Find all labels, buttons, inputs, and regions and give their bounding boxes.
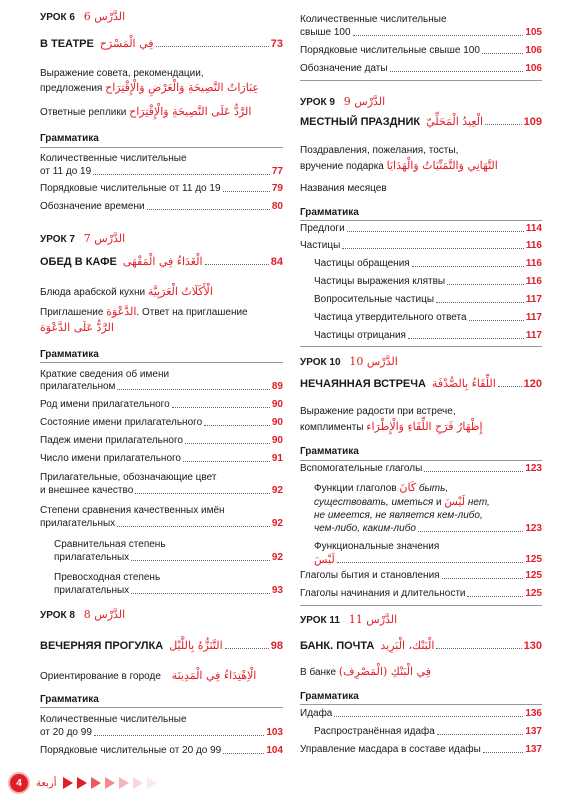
lesson-7-topic-invitation: Приглашение الدَّعْوَة. Ответ на приглашение [40, 305, 248, 318]
grammar-heading: Грамматика [40, 349, 99, 360]
lesson-6-topic-advice: предложения عِبَارَاتُ النَّصِيحَةِ وَالْعَرْضِ وَالْإِقْتِرَاح [40, 81, 259, 94]
arrow-icon [105, 777, 115, 789]
section-divider [300, 80, 542, 81]
toc-entry-line: Прилагательные, обозначающие цвет [40, 472, 217, 483]
toc-entry-line: Сравнительная степень [54, 539, 166, 550]
grammar-divider [300, 460, 542, 461]
toc-entry-line: Функциональные значения [314, 541, 440, 552]
arrow-icon [77, 777, 87, 789]
lesson-6-title[interactable]: В ТЕАТРЕ فِي الْمَسْرَح 73 [40, 37, 283, 50]
toc-entry[interactable]: свыше 100 105 [300, 27, 542, 38]
toc-entry[interactable]: прилагательных 92 [54, 552, 283, 563]
arrow-icon [119, 777, 129, 789]
page-number-badge: 4 [8, 772, 30, 794]
lesson-9-topic-gifts: вручение подарка التَّهَانِي وَالتَّمَنِّيَاتُ وَالْهَدَايَا [300, 159, 498, 172]
grammar-heading: Грамматика [300, 207, 359, 218]
lesson-11-topic-bank: В банке فِي الْبَنْكِ (الْمَصْرِف) [300, 665, 431, 678]
lesson-7-title[interactable]: ОБЕД В КАФЕ الْغَدَاءُ فِي الْمَقْهَى 84 [40, 255, 283, 268]
lesson-8-header: УРОК 8 8 الدَّرْس [40, 608, 126, 621]
toc-entry[interactable]: от 11 до 19 77 [40, 166, 283, 177]
toc-entry[interactable]: Порядковые числительные от 11 до 19 79 [40, 183, 283, 194]
section-divider [300, 605, 542, 606]
toc-entry[interactable]: от 20 до 99 103 [40, 727, 283, 738]
lesson-8-title[interactable]: ВЕЧЕРНЯЯ ПРОГУЛКА التَّنَزُّهُ بِاللَّيْل 98 [40, 639, 283, 652]
toc-entry[interactable]: Падеж имени прилагательного 90 [40, 435, 283, 446]
arrow-icon [63, 777, 73, 789]
lesson-7-topic-dishes: Блюда арабской кухни الْأَكَلَاتُ الْعَرَبِيَّة [40, 285, 213, 298]
toc-entry[interactable]: Частицы обращения 116 [314, 258, 542, 269]
grammar-heading: Грамматика [300, 691, 359, 702]
grammar-divider [300, 704, 542, 705]
toc-entry[interactable]: Вспомогательные глаголы 123 [300, 463, 542, 474]
toc-entry[interactable]: Обозначение времени 80 [40, 201, 283, 212]
toc-entry-line: Количественные числительные [40, 714, 187, 725]
toc-entry[interactable]: Предлоги 114 [300, 223, 542, 234]
lesson-6-topic-line: Выражение совета, рекомендации, [40, 68, 204, 79]
toc-entry-line: Функции глаголов كَانَ быть, [314, 481, 449, 494]
grammar-divider [40, 362, 283, 363]
toc-entry[interactable]: Частицы 116 [300, 240, 542, 251]
lesson-6-header: УРОК 6 6 الدَّرْس [40, 10, 126, 23]
grammar-heading: Грамматика [40, 133, 99, 144]
lesson-11-header: УРОК 11 11 الدَّرْس [300, 613, 398, 626]
grammar-heading: Грамматика [300, 446, 359, 457]
toc-entry-line: Количественные числительные [300, 14, 447, 25]
lesson-10-topic-compliments: комплименты إِظْهَارُ فَرَحِ اللِّقَاءِ وَالْإِطْرَاء [300, 420, 483, 433]
toc-entry[interactable]: Глаголы начинания и длительности 125 [300, 588, 542, 599]
toc-entry[interactable]: Распространённая идафа 137 [314, 726, 542, 737]
toc-entry[interactable]: Вопросительные частицы 117 [314, 294, 542, 305]
lesson-7-header: УРОК 7 7 الدَّرْس [40, 232, 126, 245]
arrow-icon [91, 777, 101, 789]
toc-entry[interactable]: и внешнее качество 92 [40, 485, 283, 496]
toc-entry-line: Краткие сведения об имени [40, 369, 170, 380]
toc-entry[interactable]: Частицы отрицания 117 [314, 330, 542, 341]
toc-entry[interactable]: Порядковые числительные свыше 100 106 [300, 45, 542, 56]
toc-entry[interactable]: прилагательных 92 [40, 518, 283, 529]
lesson-9-header: УРОК 9 9 الدَّرْس [300, 95, 386, 108]
toc-entry[interactable]: Обозначение даты 106 [300, 63, 542, 74]
toc-entry[interactable]: Идафа 136 [300, 708, 542, 719]
lesson-11-title[interactable]: БАНК. ПОЧТА الْبَنْك، الْبَرِيد 130 [300, 639, 542, 652]
toc-entry[interactable]: Управление масдара в составе идафы 137 [300, 744, 542, 755]
toc-entry[interactable]: прилагательном 89 [40, 381, 283, 392]
toc-entry[interactable]: Частица утвердительного ответа 117 [314, 312, 542, 323]
lesson-10-topic-line: Выражение радости при встрече, [300, 406, 456, 417]
lesson-9-topic-months: Названия месяцев [300, 183, 387, 194]
toc-entry[interactable]: Состояние имени прилагательного 90 [40, 417, 283, 428]
toc-entry-line: Степени сравнения качественных имён [40, 505, 225, 516]
lesson-10-header: УРОК 10 10 الدَّرْس [300, 355, 398, 368]
lesson-9-topic-line: Поздравления, пожелания, тосты, [300, 145, 459, 156]
grammar-divider [40, 147, 283, 148]
lesson-7-topic-reply: الرَّدُّ عَلَى الدَّعْوَة [40, 321, 114, 334]
grammar-heading: Грамматика [40, 694, 99, 705]
toc-entry[interactable]: Число имени прилагательного 91 [40, 453, 283, 464]
toc-entry-line: не имеется, не является кем-либо, [314, 510, 483, 521]
toc-entry[interactable]: Частицы выражения клятвы 116 [314, 276, 542, 287]
page-number-word: أربعة [36, 777, 57, 789]
toc-entry[interactable]: Порядковые числительные от 20 до 99 104 [40, 745, 283, 756]
arrow-icon [147, 777, 157, 789]
lesson-8-topic-orientation: Ориентирование в городе الْاِهْتِدَاءُ فِي الْمَدِينَة [40, 669, 257, 682]
page-footer [8, 772, 161, 794]
toc-entry-line: Количественные числительные [40, 153, 187, 164]
arrow-icon [133, 777, 143, 789]
lesson-10-title[interactable]: НЕЧАЯННАЯ ВСТРЕЧА اللِّقَاءُ بِالصُّدْفَة 120 [300, 377, 542, 390]
lesson-9-title[interactable]: МЕСТНЫЙ ПРАЗДНИК الْعِيدُ الْمَحَلِّيّ 109 [300, 115, 542, 128]
toc-entry[interactable]: чем-либо, каким-либо 123 [314, 523, 542, 534]
toc-entry[interactable]: لَيْسَ 125 [314, 553, 542, 566]
toc-entry-line: Превосходная степень [54, 572, 161, 583]
grammar-divider [300, 220, 542, 221]
grammar-divider [40, 707, 283, 708]
toc-entry[interactable]: Род имени прилагательного 90 [40, 399, 283, 410]
toc-entry[interactable]: Глаголы бытия и становления 125 [300, 570, 542, 581]
section-divider [300, 346, 542, 347]
toc-entry[interactable]: прилагательных 93 [54, 585, 283, 596]
lesson-6-topic-replies: Ответные реплики الرَّدُّ عَلَى النَّصِيحَةِ وَالْإِقْتِرَاح [40, 105, 252, 118]
toc-entry-line: существовать, иметься и لَيْسَ нет, [314, 495, 490, 508]
